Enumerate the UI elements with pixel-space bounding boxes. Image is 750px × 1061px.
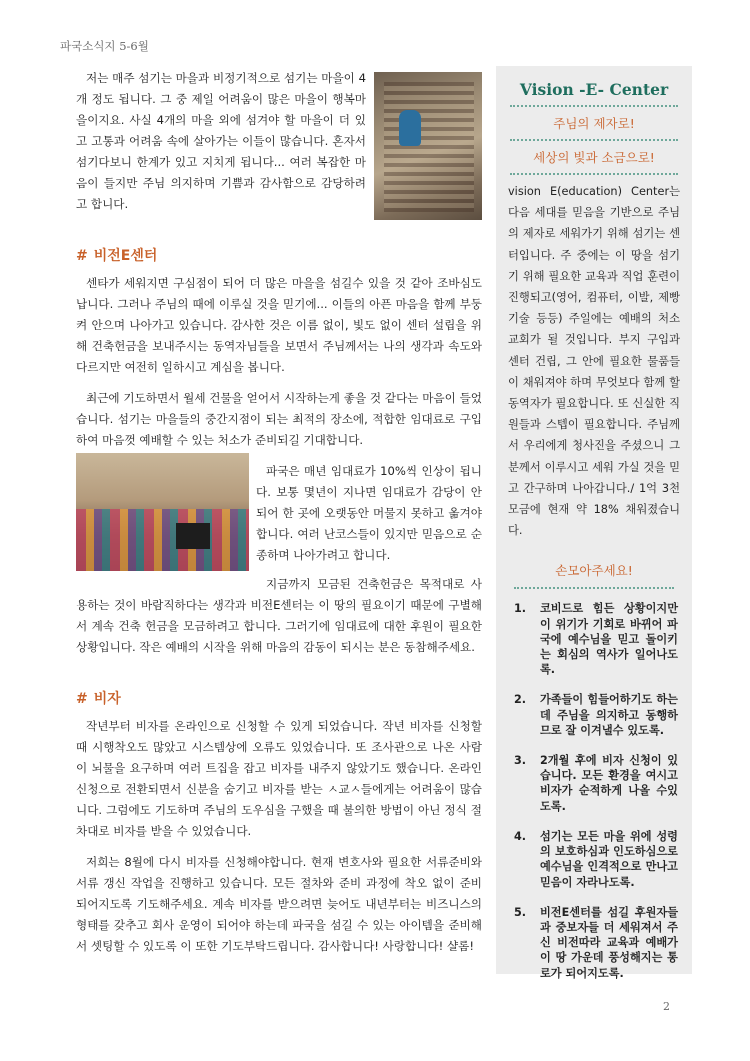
main-column: [76, 68, 482, 957]
dotted-divider: [510, 139, 678, 141]
heading-hash: #: [76, 248, 88, 264]
prayer-number: 2.: [514, 693, 527, 707]
prayer-text: 비전E센터를 섬길 후원자들과 중보자들 더 세워져서 주신 비전따라 교육과 예배가 이 땅 가운데 풍성해지는 통로가 되어지도록.: [540, 905, 678, 980]
vision-center-sidebar: [496, 66, 692, 980]
sidebar-title: Vision -E- Center: [519, 80, 669, 99]
prayer-list: [496, 601, 692, 980]
prayer-number: 1.: [514, 602, 527, 616]
vision-paragraph-1: 센타가 세워지면 구심점이 되어 더 많은 마을을 섬길수 있을 것 같아 조바심도 납니다. 그러나 주님의 때에 이루실 것을 믿기에... 이들의 아픈 마음을 함께 부둥켜 안으며 나아가고 있습니다. 감사한 것은 이름 없이, 빛도 없이 센터 설립을 위해 건축헌금을 보내주시는 동역자님들을 보면서 주님께서는 나의 생각과 속도와 다르지만 여전히 일하시고 계심을 봅니다.: [76, 276, 482, 374]
vision-heading: [76, 245, 482, 265]
vision-heading-text: 비전E센터: [93, 248, 158, 264]
sidebar-body: vision E(education) Center는 다음 세대를 믿음을 기반으로 주님의 제자로 세워가기 위해 섬기는 센터입니다. 주 중에는 이 땅을 섬기기 위해 필요한 교육과 직업 훈련이 진행되고(영어, 컴퓨터, 이발, 제빵기술 등등) 주일에는 예배의 처소 교회가 될 것입니다. 부지 구입과 센터 건립, 그 안에 필요한 물품들이 채워져야 하며 무엇보다 함께 할 동역자가 필요합니다. 또 신실한 직원들과 스텝이 필요합니다. 주님께서 우리에게 청사진을 주셨으니 그분께서 이루시고 세워 가실 것을 믿고 간구하며 나아갑니다./ 1억 3천 모금에 현재 약 18% 채워졌습니다.: [508, 185, 680, 538]
intro-paragraph: 저는 매주 섬기는 마을과 비정기적으로 섬기는 마을이 4개 정도 됩니다. 그 중 제일 어려움이 많은 마을이 행복마을이지요. 사실 4개의 마을 외에 섬겨야 할 마을이 더 있고 고통과 어려움 속에 살아가는 이들이 많습니다. 혼자서 섬기다보니 한계가 있고 지치게 됩니다... 여러 복잡한 마음이 들지만 주님 의지하며 기쁨과 감사함으로 감당하려고 합니다.: [76, 71, 366, 211]
pray-title: 손모아주세요!: [555, 563, 633, 579]
prayer-item: [510, 905, 678, 981]
prayer-number: 4.: [514, 829, 527, 843]
newsletter-header: 파국소식지 5-6월: [60, 39, 149, 53]
heading-hash: #: [76, 691, 88, 707]
prayer-number: 5.: [514, 905, 527, 919]
prayer-item: [510, 829, 678, 890]
prayer-number: 3.: [514, 754, 527, 768]
visa-paragraph-1: 작년부터 비자를 온라인으로 신청할 수 있게 되었습니다. 작년 비자를 신청할 때 시행착오도 많았고 시스템상에 오류도 있었습니다. 또 조사관으로 나온 사람이 뇌물을 요구하며 여러 트집을 잡고 비자를 내주지 않았기도 했습니다. 온라인 신청으로 전환되면서 신분을 숨기고 비자를 받는 ㅅ교ㅅ들에게는 어려움이 많습니다. 그럼에도 기도하며 주님의 도우심을 구했을 때 불의한 방법이 아닌 정식 절차대로 비자를 받을 수 있었습니다.: [76, 719, 482, 838]
vision-paragraph-4: 지금까지 모금된 건축헌금은 목적대로 사용하는 것이 바람직하다는 생각과 비전E센터는 이 땅의 필요이기 때문에 구별해서 계속 건축 헌금을 모금하려고 합니다. 그러기에 임대료에 대한 후원이 필요한 상황입니다. 작은 예배의 시작을 위해 마음의 감동이 되시는 분은 동참해주세요.: [76, 577, 482, 654]
prayer-item: [510, 692, 678, 738]
dotted-divider: [510, 173, 678, 175]
prayer-text: 섬기는 모든 마을 위에 성령의 보호하심과 인도하심으로 예수님을 인격적으로 만나고 믿음이 자라나도록.: [540, 829, 678, 889]
vision-paragraph-2: 최근에 기도하면서 월세 건물을 얻어서 시작하는게 좋을 것 같다는 마음이 들었습니다. 섬기는 마을들의 중간지점이 되는 최적의 장소에, 적합한 임대료로 구입하여 마음껏 예배할 수 있는 처소가 준비되길 기대합니다.: [76, 391, 482, 447]
sidebar-subtitle-2: 세상의 빛과 소금으로!: [533, 150, 655, 165]
vision-paragraph-3: 파국은 매년 임대료가 10%씩 인상이 됩니다. 보통 몇년이 지나면 임대료가 감당이 안되어 한 곳에 오랫동안 머물지 못하고 옮겨야 합니다. 여러 난코스들이 있지만 믿음으로 순종하며 나아가려고 합니다.: [256, 464, 482, 562]
prayer-text: 2개월 후에 비자 신청이 있습니다. 모든 환경을 여시고 비자가 순적하게 나올 수있도록.: [540, 754, 678, 813]
visa-heading: [76, 688, 482, 708]
visa-paragraph-2: 저희는 8월에 다시 비자를 신청해야합니다. 현재 변호사와 필요한 서류준비와 서류 갱신 작업을 진행하고 있습니다. 모든 절차와 준비 과정에 착오 없이 준비 되어지도록 기도해주세요. 계속 비자를 받으려면 늦어도 내년부터는 비즈니스의 형태를 갖추고 회사 운영이 되어야 하는데 파국을 섬길 수 있는 아이템을 준비해서 셋팅할 수 있도록 이 또한 기도부탁드립니다. 감사합니다! 사랑합니다! 샬롬!: [76, 855, 482, 953]
visa-heading-text: 비자: [93, 691, 121, 707]
page-number: 2: [663, 1000, 670, 1013]
sidebar-subtitle-1: 주님의 제자로!: [553, 116, 635, 131]
dotted-divider: [514, 587, 674, 589]
prayer-text: 가족들이 힘들어하기도 하는데 주님을 의지하고 동행하므로 잘 이겨낼수 있도록.: [540, 693, 678, 737]
prayer-item: [510, 601, 678, 677]
prayer-text: 코비드로 힘든 상황이지만 이 위기가 기회로 바뀌어 파국에 예수님을 믿고 돌이키는 회심의 역사가 일어나도록.: [540, 602, 678, 677]
prayer-item: [510, 753, 678, 814]
dotted-divider: [510, 105, 678, 107]
